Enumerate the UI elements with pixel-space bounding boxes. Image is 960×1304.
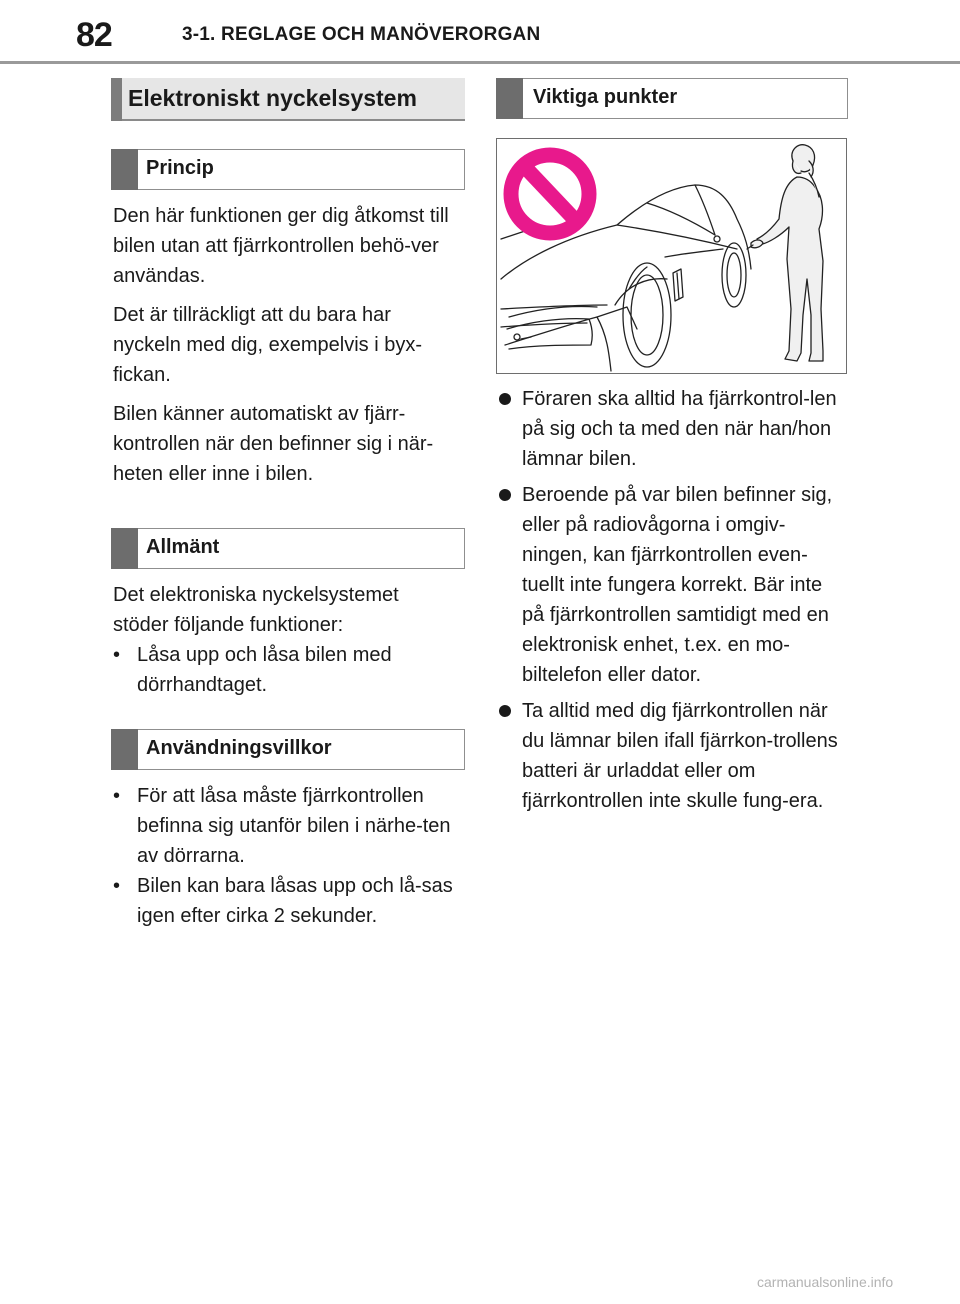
heading-bar bbox=[111, 528, 138, 569]
left-column bbox=[111, 78, 465, 931]
allmant-section bbox=[111, 580, 465, 700]
list-item bbox=[496, 696, 841, 816]
section-heading-villkor bbox=[111, 729, 465, 770]
paragraph: Det är tillräckligt att du bara har nyckeln med dig, exempelvis i byx-fickan. bbox=[113, 304, 423, 386]
list-item-text: Ta alltid med dig fjärrkontrollen när du lämnar bilen ifall fjärrkon-trollens batteri är urladdat eller om fjärrkontrollen inte skulle fung-era. bbox=[522, 700, 838, 812]
section-heading-princip bbox=[111, 149, 465, 190]
heading-bar bbox=[111, 729, 138, 770]
important-list bbox=[496, 384, 848, 816]
heading-bar bbox=[111, 149, 138, 190]
bullet-icon bbox=[499, 393, 511, 405]
person-on-phone-icon bbox=[747, 145, 823, 361]
list-item-text: Föraren ska alltid ha fjärrkontrol-len på sig och ta med den när han/hon lämnar bilen. bbox=[522, 388, 837, 470]
main-heading bbox=[111, 78, 465, 121]
heading-bar bbox=[111, 78, 122, 121]
section-heading-viktiga bbox=[496, 78, 848, 119]
list-item bbox=[113, 640, 458, 700]
section-heading-allmant bbox=[111, 528, 465, 569]
princip-section bbox=[111, 201, 465, 489]
page-header bbox=[0, 0, 960, 62]
paragraph: Det elektroniska nyckelsystemet stöder följande funktioner: bbox=[113, 584, 399, 636]
list-item bbox=[113, 781, 458, 871]
section-heading-text: Allmänt bbox=[146, 536, 220, 558]
bullet-icon bbox=[499, 705, 511, 717]
bullet-icon: • bbox=[113, 785, 121, 807]
list-item bbox=[496, 384, 841, 474]
paragraph: Bilen känner automatiskt av fjärr-kontrollen när den befinner sig i när-heten eller inne i bilen. bbox=[113, 403, 434, 485]
bullet-icon: • bbox=[113, 875, 121, 897]
illustration bbox=[496, 138, 847, 374]
bullet-icon: • bbox=[113, 644, 121, 666]
paragraph: Den här funktionen ger dig åtkomst till bilen utan att fjärrkontrollen behö-ver användas. bbox=[113, 205, 449, 287]
section-heading-text: Viktiga punkter bbox=[533, 86, 678, 108]
heading-bar bbox=[496, 78, 523, 119]
chapter-title: 3-1. REGLAGE OCH MANÖVERORGAN bbox=[182, 24, 541, 45]
list-item bbox=[496, 480, 841, 690]
main-heading-text: Elektroniskt nyckelsystem bbox=[128, 85, 417, 111]
section-heading-text: Princip bbox=[146, 157, 214, 179]
right-column bbox=[496, 78, 848, 816]
list-item-text: Beroende på var bilen befinner sig, eller på radiovågorna i omgiv-ningen, kan fjärrkontrollen even-tuellt inte fungera korrekt. Bär inte på fjärrkontrollen samtidigt med en elektronisk enhet, t.ex. en mo-biltelefon eller dator. bbox=[522, 484, 833, 686]
section-heading-text: Användningsvillkor bbox=[146, 737, 332, 759]
header-rule bbox=[0, 61, 960, 64]
list-item-text: Låsa upp och låsa bilen med dörrhandtaget. bbox=[137, 644, 392, 696]
prohibition-icon bbox=[511, 155, 589, 233]
car-icon bbox=[501, 185, 751, 371]
list-item-text: För att låsa måste fjärrkontrollen befinna sig utanför bilen i närhe-ten av dörrarna. bbox=[137, 785, 451, 867]
bullet-icon bbox=[499, 489, 511, 501]
list-item-text: Bilen kan bara låsas upp och lå-sas igen efter cirka 2 sekunder. bbox=[137, 875, 453, 927]
villkor-section bbox=[111, 781, 465, 931]
watermark: carmanualsonline.info bbox=[757, 1274, 894, 1290]
page-number: 82 bbox=[76, 16, 112, 54]
list-item bbox=[113, 871, 458, 931]
